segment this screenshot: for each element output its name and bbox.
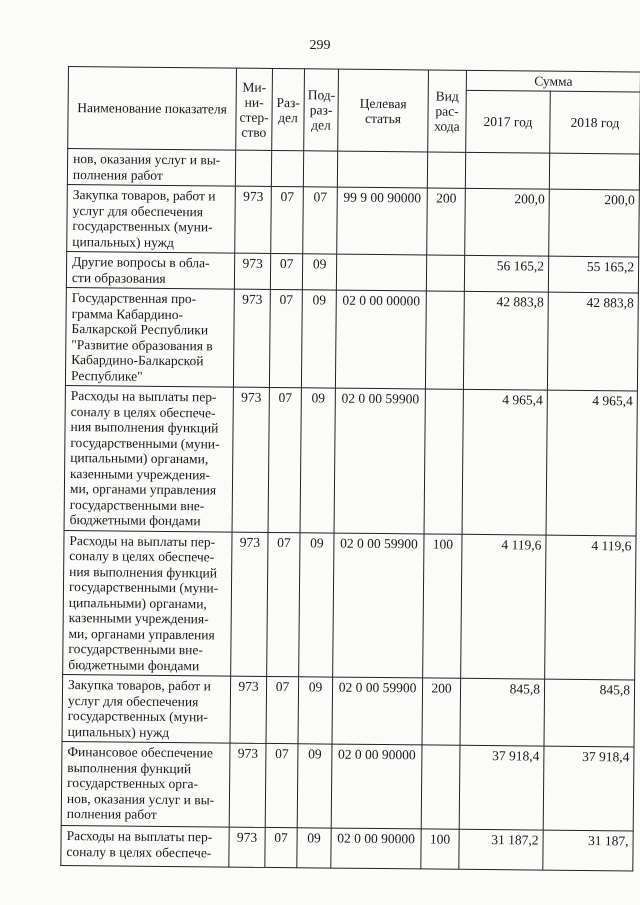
- table-row: [66, 251, 638, 292]
- page-number: 299: [309, 38, 331, 53]
- row-sum-2017: 4 965,4: [462, 389, 547, 534]
- row-target: 02 0 00 59900: [334, 388, 425, 533]
- table-row: [61, 825, 633, 870]
- row-target: 02 0 00 59900: [333, 533, 424, 678]
- row-ministry: 973: [234, 253, 270, 289]
- budget-table-wrapper: [60, 66, 640, 871]
- table-row: [63, 530, 636, 680]
- row-section: [271, 150, 303, 186]
- row-sum-2017: 845,8: [460, 678, 545, 746]
- row-name: Закупка товаров, работ и услуг для обеспечения государственных (муни- ципальных) нужд: [67, 184, 236, 253]
- row-sum-2018: 42 883,8: [547, 292, 638, 391]
- row-ministry: 973: [233, 289, 270, 387]
- row-expense-type: 200: [427, 188, 466, 255]
- row-ministry: [235, 150, 271, 186]
- row-sum-2018: 4 965,4: [546, 390, 637, 535]
- row-sum-2018: [549, 153, 639, 190]
- row-name: нов, оказания услуг и вы- полнения работ: [67, 149, 235, 187]
- row-target: 02 0 00 90000: [331, 744, 422, 829]
- row-expense-type: [426, 255, 464, 291]
- row-section: 07: [271, 186, 304, 253]
- header-expense-type: Вид рас- хода: [428, 70, 467, 152]
- row-expense-type: 100: [421, 829, 459, 869]
- row-target: [337, 151, 427, 188]
- table-row: [61, 741, 634, 830]
- header-year-2018: 2018 год: [550, 91, 640, 154]
- row-expense-type: 200: [422, 678, 461, 745]
- table-row: [62, 674, 635, 746]
- row-target: 02 0 00 59900: [332, 677, 423, 745]
- header-name: Наименование показателя: [68, 67, 237, 151]
- row-sum-2017: 42 883,8: [463, 291, 548, 390]
- row-name: Государственная про- грамма Кабардино- Балкарской Республики "Развитие образования в Кабардино-Балкарской Республике": [65, 287, 234, 387]
- row-section: 07: [268, 387, 301, 532]
- row-ministry: 973: [230, 676, 267, 743]
- header-year-2017: 2017 год: [466, 90, 551, 153]
- table-row: [67, 149, 639, 190]
- row-subsection: 09: [301, 290, 336, 388]
- row-target: 99 9 00 90000: [337, 187, 428, 255]
- row-section: 07: [267, 532, 300, 677]
- row-subsection: 09: [300, 388, 335, 533]
- row-name: Расходы на выплаты пер- соналу в целях обеспече- ния выполнения функций государственными (муни- ципальными) органами, казенными учреждения- ми, органами управления государственными вне- бюджетными фондами: [63, 530, 232, 676]
- row-sum-2018: 55 165,2: [548, 256, 638, 293]
- row-sum-2017: 37 918,4: [459, 745, 544, 830]
- table-row: [65, 287, 638, 390]
- row-subsection: [303, 151, 337, 187]
- header-section: Раз- дел: [272, 68, 305, 150]
- row-sum-2017: 56 165,2: [464, 255, 548, 292]
- row-sum-2018: 845,8: [544, 679, 635, 747]
- row-subsection: 09: [297, 828, 331, 868]
- row-subsection: 09: [299, 532, 334, 677]
- row-ministry: 973: [229, 743, 266, 827]
- row-section: 07: [270, 253, 302, 289]
- row-expense-type: [424, 389, 463, 534]
- row-subsection: 07: [303, 187, 338, 254]
- table-header: [68, 67, 640, 154]
- row-ministry: 973: [229, 827, 265, 867]
- row-expense-type: [421, 745, 460, 829]
- row-expense-type: [427, 152, 465, 188]
- row-subsection: 09: [302, 254, 336, 290]
- row-subsection: 09: [298, 677, 333, 744]
- row-section: 07: [265, 827, 297, 867]
- row-sum-2017: 4 119,6: [461, 534, 546, 679]
- row-name: Закупка товаров, работ и услуг для обеспечения государственных (муни- ципальных) нужд: [62, 674, 231, 743]
- row-target: 02 0 00 00000: [335, 290, 426, 389]
- row-sum-2017: 200,0: [465, 188, 550, 256]
- row-sum-2017: [465, 152, 549, 189]
- table-row: [67, 184, 640, 256]
- row-ministry: 973: [231, 532, 268, 677]
- row-name: Расходы на выплаты пер- соналу в целях обеспече- ния выполнения функций государственными (муни- ципальными) органами, казенными учреждения- ми, органами управления государственными вне- бюджетными фондами: [64, 385, 233, 531]
- row-sum-2018: 37 918,4: [543, 746, 634, 831]
- table-body: [61, 149, 640, 871]
- header-sum: Сумма: [466, 70, 640, 92]
- row-expense-type: [425, 291, 464, 389]
- row-expense-type: 100: [423, 533, 462, 678]
- header-target: Целевая статья: [338, 69, 429, 152]
- header-ministry: Ми- ни- стер- ство: [236, 68, 273, 150]
- header-subsection: Под- раз- дел: [304, 69, 339, 151]
- row-target: 02 0 00 90000: [331, 828, 421, 869]
- row-sum-2018: 31 187,: [543, 830, 633, 871]
- budget-table: [60, 66, 640, 871]
- row-sum-2018: 200,0: [549, 189, 640, 257]
- row-sum-2018: 4 119,6: [545, 535, 636, 680]
- table-row: [64, 385, 637, 535]
- row-section: 07: [265, 743, 298, 827]
- row-target: [336, 254, 426, 291]
- row-name: Другие вопросы в обла- сти образования: [66, 251, 234, 289]
- row-name: Расходы на выплаты пер- соналу в целях обеспече-: [61, 825, 229, 867]
- row-subsection: 09: [297, 744, 332, 828]
- row-ministry: 973: [232, 387, 269, 532]
- row-sum-2017: 31 187,2: [459, 829, 543, 870]
- row-section: 07: [269, 289, 302, 387]
- row-section: 07: [266, 676, 299, 743]
- row-ministry: 973: [235, 186, 272, 253]
- row-name: Финансовое обеспечение выполнения функций государственных орга- нов, оказания услуг и вы- полнения работ: [61, 741, 230, 827]
